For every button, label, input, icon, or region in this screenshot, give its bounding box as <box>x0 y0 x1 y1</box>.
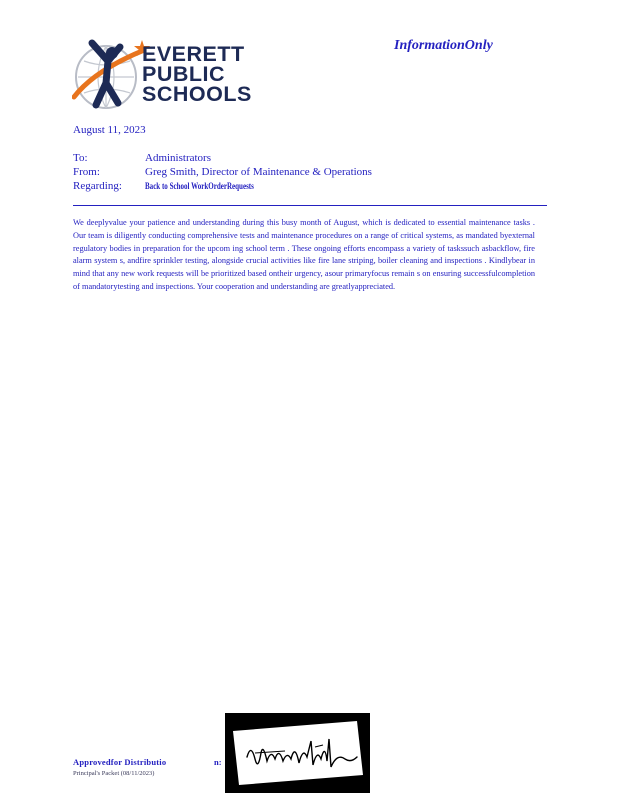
approval-label-suffix: n: <box>214 757 222 767</box>
logo-line: PUBLIC <box>142 62 226 86</box>
signature-image <box>225 713 370 793</box>
to-label: To: <box>73 152 88 164</box>
logo-wordmark <box>142 44 252 104</box>
memo-body: We deeplyvalue your patience and understanding during this busy month of August, which is dedicated to essential maintenance tasks . Our team is diligently conducting comprehensive tests and maintenance procedures on a range of critical systems, as mandated byexternal regulatory bodies in preparation for the upcom ing school term . These ongoing efforts encompass a variety of taskssuch asbackflow, fire alarm system s, andfire sprinkler testing, alongside crucial activities like fire lane striping, boiler cleaning and inspections . Kindlybear in mind that any new work requests will be prioritized based ontheir urgency, asour primaryfocus remain s on ensuring successfulcompletion of mandatorytesting and inspections. Your cooperation and understanding are greatlyappreciated. <box>73 218 535 291</box>
principals-packet-note: Principal's Packet (08/11/2023) <box>73 770 155 777</box>
to-value: Administrators <box>145 152 211 164</box>
logo-line: EVERETT <box>142 42 245 66</box>
header-divider <box>73 205 547 206</box>
regarding-value: Back to School WorkOrderRequests <box>145 181 254 191</box>
from-value: Greg Smith, Director of Maintenance & Operations <box>145 166 372 178</box>
information-only-label: InformationOnly <box>394 38 493 53</box>
memo-date: August 11, 2023 <box>73 124 146 136</box>
logo-line: SCHOOLS <box>142 82 252 106</box>
regarding-label: Regarding: <box>73 180 122 192</box>
from-label: From: <box>73 166 100 178</box>
approval-label: Approvedfor Distributio <box>73 757 167 767</box>
